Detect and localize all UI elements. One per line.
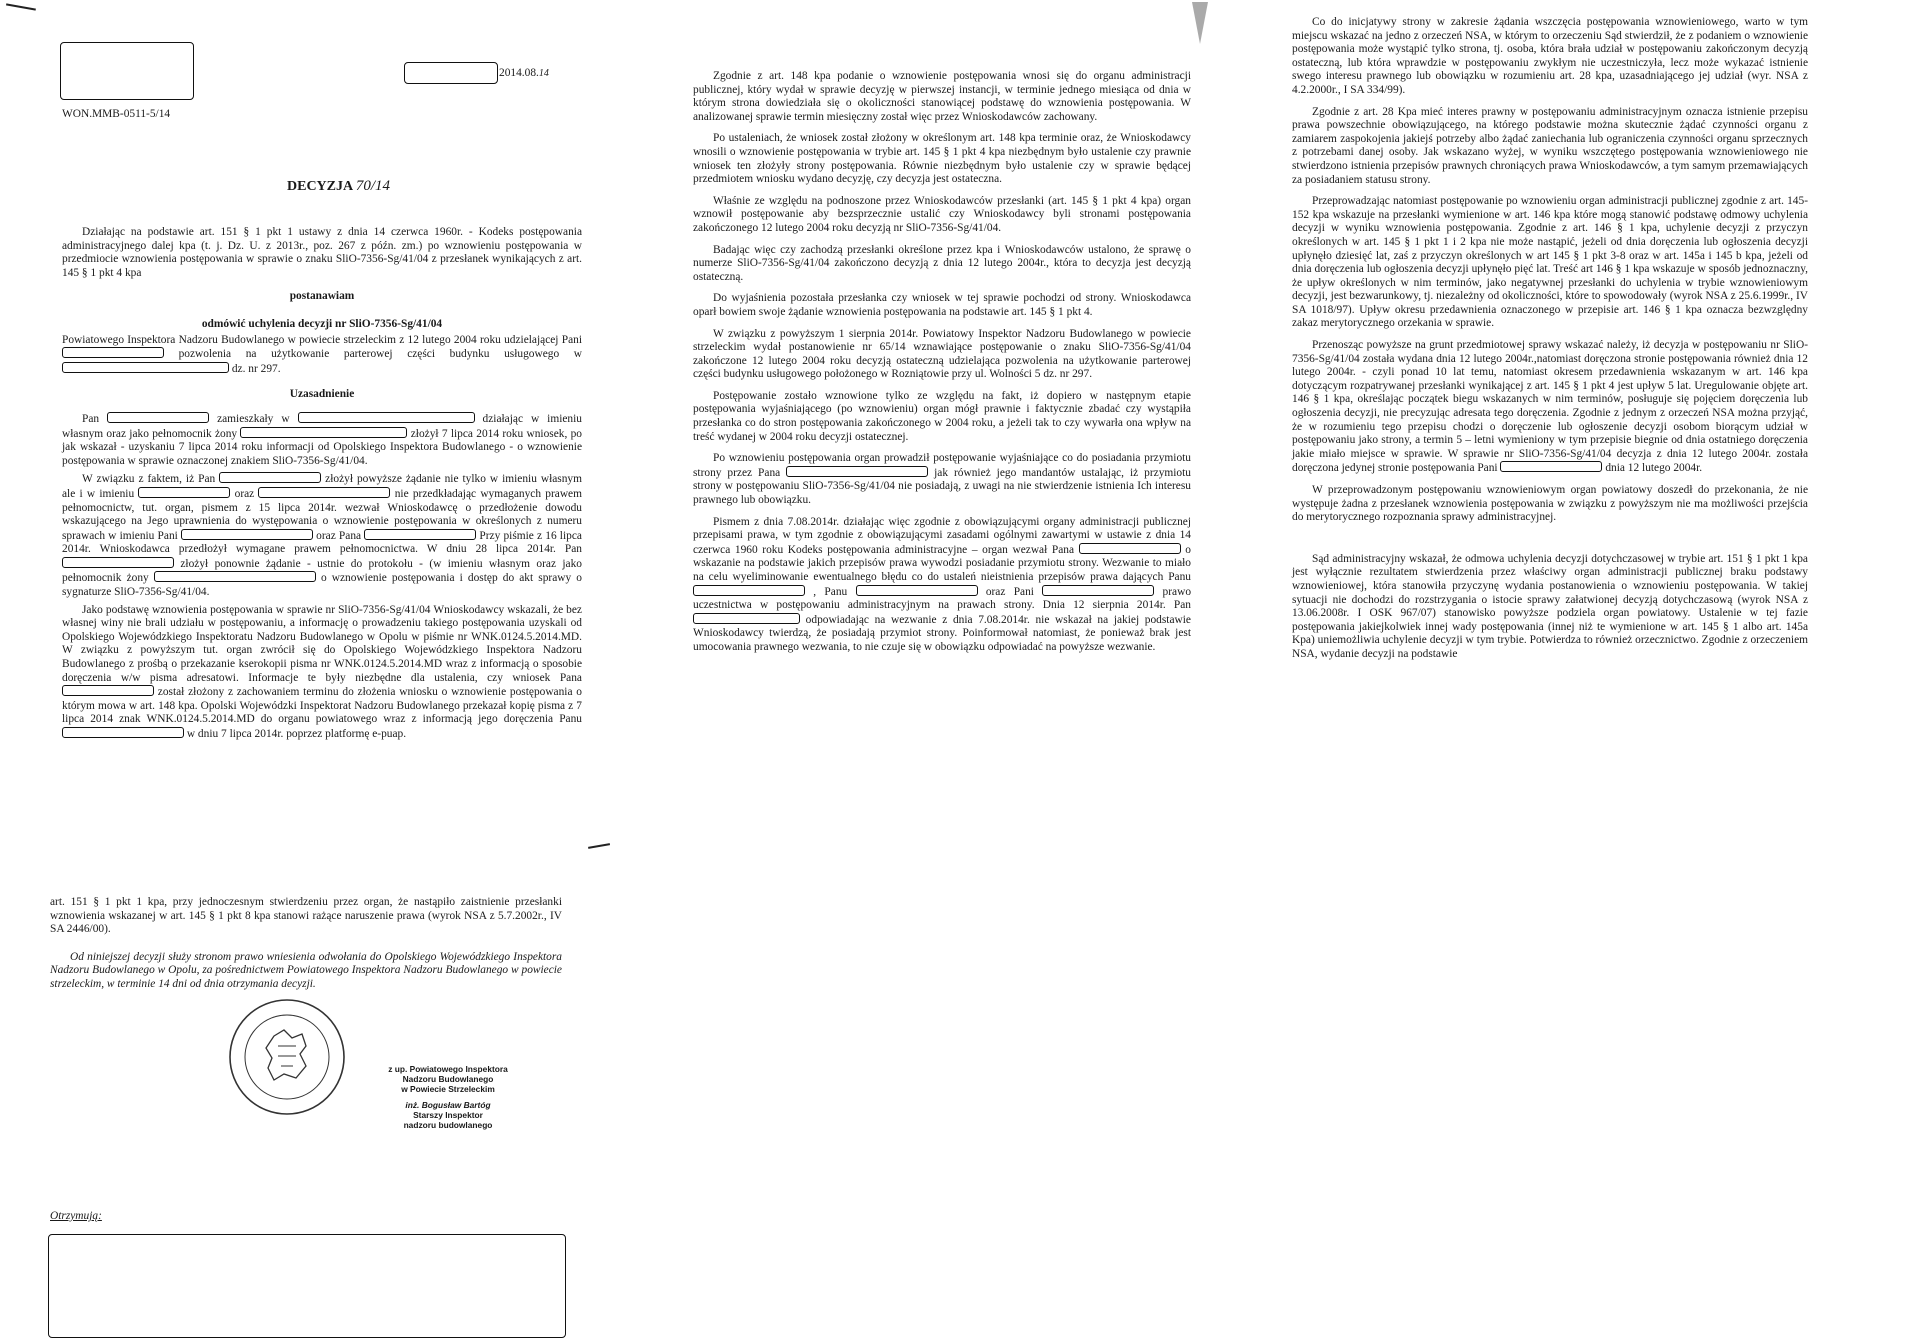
recipients-redacted: [48, 1234, 566, 1338]
name-redacted: [107, 412, 209, 423]
signature-line: z up. Powiatowego Inspektora: [388, 1064, 508, 1074]
official-seal: [226, 996, 348, 1118]
name-redacted: [786, 466, 928, 477]
name-redacted: [364, 529, 476, 540]
middle-paragraph-3: Właśnie ze względu na podnoszone przez Wnioskodawców przesłanki (art. 145 § 1 pkt 4 kpa) organ wznowił postępowanie aby bezsprzecznie ustalić czy Wnioskodawcy byli stronami postępowania zakończonego 12 lutego 2004 roku decyzją nr SliO-7356-Sg/41/04.: [693, 194, 1191, 234]
decision-heading: odmówić uchylenia decyzji nr SliO-7356-Sg/41/04: [201, 317, 443, 330]
name-redacted: [154, 571, 316, 582]
right-column: [1292, 16, 1808, 670]
name-redacted: [240, 427, 407, 438]
name-redacted: [693, 585, 805, 596]
middle-paragraph-9: Pismem z dnia 7.08.2014r. działając więc zgodnie z obowiązującymi organy administracji publicznej przepisami prawa, w tym zgodnie z obowiązującymi zasadami ogólnymi zawartymi w ustawie z dnia 14 czerwca 1960 roku Kodeks postępowania administracyjne – organ wezwał Pana o wskazanie na podstawie jakich przepisów prawa wywodzi posiadanie przymiotu strony. Wezwanie to miało na celu wyeliminowanie ewentualnego błędu co do ustaleń nieistnienia przepisów prawa dających Panu , Panu oraz Pani prawo uczestnictwa w postępowaniu administracyjnym na prawach strony. Dnia 12 sierpnia 2014r. Pan odpowiadając na wezwanie z dnia 7.08.2014r. nie wskazał na jakiej podstawie Wnioskodawcy twierdzą, że posiadają przymiot strony. Poinformował natomiast, że ponieważ brak jest umocowania prawnego wezwania, to nie czuje się w obowiązku odpowiadać na powyższe wezwanie.: [693, 515, 1192, 653]
sender-stamp-redacted: [60, 42, 194, 100]
date-handwritten: 14: [538, 68, 549, 79]
name-redacted: [62, 557, 174, 568]
signature-block: [378, 1064, 518, 1130]
signature-line: Starszy Inspektor: [413, 1110, 483, 1120]
name-redacted: [62, 347, 164, 358]
signature-line: nadzoru budowlanego: [403, 1120, 493, 1130]
middle-paragraph-1: Zgodnie z art. 148 kpa podanie o wznowienie postępowania wnosi się do organu administracji publicznej, który wydał w sprawie decyzję w pierwszej instancji, w terminie jednego miesiąca od dnia w którym strona dowiedziała się o okoliczności stanowiącej podstawę do wznowienia postępowania. W analizowanej sprawie termin miesięczny został więc przez Wnioskodawców zachowany.: [693, 70, 1191, 123]
scan-mark: [588, 843, 610, 848]
name-redacted: [62, 727, 184, 738]
middle-paragraph-8: Po wznowieniu postępowania organ prowadził postępowanie wyjaśniające co do posiadania przymiotu strony przez Pana jak również jego mandantów ustalając, iż przymiotu strony w postępowaniu SliO-7356-Sg/41/04 nie posiadają, z uwagi na nie stwierdzenie istnienia Ich interesu prawnego lub obowiązku.: [693, 452, 1191, 507]
address-redacted: [62, 362, 229, 373]
signature-line: Nadzoru Budowlanego: [402, 1074, 494, 1084]
right-paragraph-1: Co do inicjatywy strony w zakresie żądania wszczęcia postępowania wznowieniowego, warto w tym miejscu wskazać na jedno z orzeczeń NSA, w którym to orzeczeniu Sąd stwierdził, że z podaniem o wznowienie postępowania może wystąpić tylko strona, tj. osoba, która brała udział w postępowaniu zakończonym decyzją ostateczną, lub która wprawdzie w postępowaniu zwykłym nie uczestniczyła, lecz może wykazać istnienie swego interesu prawnego lub obowiązku w rozumieniu art. 28 kpa, uzasadniającego jej udział (wyr. NSA z 4.2.2000r., I SA 334/99).: [1292, 16, 1808, 96]
left-column-top: [62, 226, 582, 750]
justification-paragraph-2: W związku z faktem, iż Pan złożył powyższe żądanie nie tylko w imieniu własnym ale i w imieniu oraz nie przedkładając wymaganych prawem pełnomocnictw, tut. organ, pismem z 15 lipca 2014r. wezwał Wnioskodawcę o przedłożenie dowodu wskazującego na Jego uprawnienia do występowania o wznowienie postępowania w określonych z numeru sprawach w imieniu Pani oraz Pana Przy piśmie z 16 lipca 2014r. Wnioskodawca przedłożył wymagane prawem pełnomocnictwa. W dniu 28 lipca 2014r. Pan złożył ponownie żądanie - ustnie do protokołu - (w imieniu własnym oraz jako pełnomocnik żony o wznowienie postępowania i dostęp do akt sprawy o sygnaturze SliO-7356-Sg/41/04.: [62, 473, 582, 599]
right-paragraph-3: Przeprowadzając natomiast postępowanie po wznowieniu organ administracji publicznej zgodnie z art. 145-152 kpa wskazuje na przesłanki wymienione w art. 146 kpa które mogą stanowić podstawę odmowy uchylenia decyzji w wyniku wznowienia postępowania. Zgodnie z art. 146 § 1 kpa, uchylenie decyzji z przyczyn określonych w art. 145 § 1 pkt 1 i 2 kpa nie może nastąpić, jeżeli od dnia doręczenia lub ogłoszenia decyzji upłynęło dziesięć lat, zaś z przyczyn określonych w art 145 § 1 pkt 3-8 oraz w art. 145a i 145 b kpa, jeżeli od dnia doręczenia lub ogłoszenia decyzji upłynęło pięć lat. Treść art 146 § 1 kpa wskazuje w sposób jednoznaczny, że upływ określonych w nim terminów, jako negatywnej przesłanki do uchylenia w trybie wznowieniowym decyzji, jest bezwarunkowy, tj. niezależny od okoliczności, które to spowodowały (wyrok NSA z 25.6.1999r., IV SA 1018/97). Upływ okresu przedawnienia oznaczonego w przepisie art. 146 § 1 kpa oznacza bezwzględny zakaz merytorycznego orzekania w sprawie.: [1292, 195, 1808, 330]
middle-paragraph-4: Badając więc czy zachodzą przesłanki określone przez kpa i Wnioskodawców ustalono, że sprawę o numerze SliO-7356-Sg/41/04 zakończono decyzją z dnia 12 lutego 2004r., która to decyzja jest decyzją ostateczną.: [693, 243, 1191, 283]
right-paragraph-5: W przeprowadzonym postępowaniu wznowieniowym organ powiatowy doszedł do przekonania, że nie występuje żadna z przesłanek wznowienia postępowania w związku z powyższym nie ma możliwości przejścia do merytorycznego rozpoznania sprawy administracyjnej.: [1292, 484, 1808, 524]
middle-paragraph-7: Postępowanie zostało wznowione tylko ze względu na fakt, iż dopiero w następnym etapie postępowania wyjaśniającego (po wznowieniu) organ mógł prawnie i faktycznie zbadać czy wystąpiła przesłanka co do stron postępowania zakończonego w 2004 roku, a jeżeli tak to czy wywarła ona wpływ na treść wydanej w 2004 roku decyzji ostatecznej.: [693, 389, 1191, 443]
name-redacted: [856, 585, 978, 596]
appeal-instruction: Od niniejszej decyzji służy stronom prawo wniesienia odwołania do Opolskiego Wojewódzkiego Inspektora Nadzoru Budowlanego w Opolu, za pośrednictwem Powiatowego Inspektora Nadzoru Budowlanego w powiecie strzeleckim, w terminie 14 dni od dnia otrzymania decyzji.: [50, 950, 562, 990]
name-redacted: [1079, 543, 1181, 554]
scan-mark: [6, 3, 36, 10]
middle-paragraph-5: Do wyjaśnienia pozostała przesłanka czy wniosek w tej sprawie pochodzi od strony. Wnioskodawca oparł bowiem swoje żądanie wznowienia postępowania na podstawie art. 145 § 1 pkt 4.: [693, 292, 1191, 318]
justification-paragraph-3: Jako podstawę wznowienia postępowania w sprawie nr SliO-7356-Sg/41/04 Wnioskodawcy wskazali, że bez własnej winy nie brali udziału w postępowaniu, a informację o prowadzeniu takiego postępowania uzyskali od Opolskiego Wojewódzkiego Inspektoratu Nadzoru Budowlanego w Opolu w piśmie nr WNK.0124.5.2014.MD. W związku z powyższym tut. organ zwrócił się do Opolskiego Wojewódzkiego Inspektora Nadzoru Budowlanego z prośbą o przekazanie kserokopii pisma nr WNK.0124.5.2014.MD wraz z informacją o sposobie doręczenia w/w pisma adresatowi. Informacje te były niezbędne dla ustalenia, czy wniosek Pana został złożony z zachowaniem terminu do złożenia wniosku o wznowienie postępowania o którym mowa w art. 148 kpa. Opolski Wojewódzki Inspektorat Nadzoru Budowlanego przekazał kopię pisma z 7 lipca 2014 znak WNK.0124.5.2014.MD do organu powiatowego wraz z informacją jego doręczenia Panu w dniu 7 lipca 2014r. poprzez platformę e-puap.: [62, 603, 582, 740]
uzasadnienie-heading: Uzasadnienie: [289, 388, 355, 401]
middle-column: [693, 70, 1191, 663]
header-ref: WON.MMB-0511-5/14: [62, 108, 171, 120]
date-text: 2014.08.: [499, 67, 539, 79]
address-redacted: [298, 412, 475, 423]
signature-line: w Powiecie Strzeleckim: [401, 1084, 495, 1094]
right-paragraph-4: Przenosząc powyższe na grunt przedmiotowej sprawy wskazać należy, iż decyzja w postępowaniu nr SliO-7356-Sg/41/04 została wydana dnia 12 lutego 2004r.,natomiast doręczona stronie postępowania również dnia 12 lutego 2004r. - czyli ponad 10 lat temu, natomiast okresem przedawnienia wskazanym w art. 146 kpa dotyczącym rozpatrywanej przesłanki wynikającej z art. 145 § 1 pkt 4 jest upływ 5 lat. Uregulowanie objęte art. 146 § 1 kpa, określając początek biegu wskazanych w nim terminów, posługuje się pojęciem doręczenia lub ogłoszenia decyzji, nie precyzując adresata tego doręczenia. Zgodnie z jednym z orzeczeń NSA można przyjąć, że w rozumieniu tego przepisu chodzi o doręczenie lub ogłoszenie decyzji osobom biorącym udział w postępowaniu jako strony, a termin 5 – letni wymieniony w tym przepisie biegnie od dnia ostatniego doręczenia jakie miało miejsce w sprawie. W sprawie nr SliO-7356-Sg/41/04 decyzja z dnia 12 lutego 2004r. została doręczona jedynej stronie postępowania Pani dnia 12 lutego 2004r.: [1292, 339, 1808, 475]
name-redacted: [1500, 461, 1602, 472]
name-redacted: [1042, 585, 1154, 596]
decision-paragraph: Powiatowego Inspektora Nadzoru Budowlanego w powiecie strzeleckim z 12 lutego 2004 roku udzielającej Pani pozwolenia na użytkowanie parterowej części budynku usługowego w dz. nr 297.: [62, 333, 582, 375]
middle-paragraph-6: W związku z powyższym 1 sierpnia 2014r. Powiatowy Inspektor Nadzoru Budowlanego w powiecie strzeleckim wydał postanowienie nr 65/14 wznawiające postępowanie o znaku SliO-7356-Sg/41/04 zakończone 12 lutego 2004 roku decyzją ostateczną udzielająca pozwolenia na użytkowanie parterowej części budynku usługowego położonego w Rozniątowie przy ul. Wolności 5 dz. nr 297.: [693, 327, 1191, 381]
right-paragraph-6: Sąd administracyjny wskazał, że odmowa uchylenia decyzji dotychczasowej w trybie art. 151 § 1 pkt 1 kpa jest wyłącznie rezultatem stwierdzenia przez właściwy organ administracji publicznej braku podstawy wznowieniowej, która stanowiła przyczynę wydania postanowienia o wznowieniu postępowania. W takiej sytuacji nie dochodzi do rozstrzygania o istocie sprawy załatwionej decyzją dotychczasową (wyrok NSA z 13.06.2008r. I OSK 967/07) stanowisko powyższe podziela organ powiatowy. Ustalenie w tej fazie postępowania jakiejkolwiek innej wady postępowania (innej niż te wymienione w art. 145 § 1 albo art. 145a Kpa) uniemożliwia uchylenie decyzji w tym trybie. Potwierdza to również orzecznictwo. Zgodnie z orzeczeniem NSA, wydanie decyzji na podstawie: [1292, 552, 1808, 660]
decision-title: DECYZJA 70/14: [287, 178, 391, 194]
decision-number-handwritten: 70/14: [355, 178, 391, 194]
justification-paragraph-1: Pan zamieszkały w działając w imieniu własnym oraz jako pełnomocnik żony złożył 7 lipca 2014 roku wniosek, po jak wskazał - uzyskaniu 7 lipca 2014 roku informacji od Opolskiego Inspektora Budowlanego - o wznowienie postępowania w sprawie oznaczonej znakiem SliO-7356-Sg/41/04.: [62, 412, 582, 467]
name-redacted: [693, 613, 800, 624]
middle-paragraph-2: Po ustaleniach, że wniosek został złożony w określonym art. 148 kpa terminie oraz, że Wnioskodawcy wnosili o wznowienie postępowania w trybie art. 145 § 1 pkt 4 kpa niezbędnym było ustalenie czy prawnie wniosek ten złożyły strony postępowania. Równie niezbędnym było ustalenie czy w sprawie będącej przedmiotem wniosku wydano decyzję, czy decyzja jest ostateczna.: [693, 132, 1191, 186]
recipients-label: Otrzymują:: [50, 1210, 102, 1222]
final-legal-paragraph: art. 151 § 1 pkt 1 kpa, przy jednoczesnym stwierdzeniu przez organ, że nastąpiło zaistnienie przesłanki wznowienia wskazanej w art. 145 § 1 pkt 8 kpa stanowi rażące naruszenie prawa (wyrok NSA z 5.7.2002r., IV SA 2446/00).: [50, 896, 562, 936]
name-redacted: [62, 685, 154, 696]
name-redacted: [219, 472, 321, 483]
name-redacted: [258, 487, 390, 498]
left-column-bottom: [50, 896, 562, 1000]
scan-shadow: [1192, 2, 1208, 44]
right-paragraph-2: Zgodnie z art. 28 Kpa mieć interes prawny w postępowaniu administracyjnym oznacza istnienie przepisu prawa powszechnie obowiązującego, na którego podstawie można skutecznie żądać czynności organu z zamiarem zaspokojenia jakiejś potrzeby albo żądać zaniechania lub ograniczenia czynności organu sprzecznych z potrzebami danej osoby. Jak wskazano wyżej, w wyniku wszczętego postępowania wznowieniowego nie stwierdzono istnienia przepisów prawnych chroniących prawa Wnioskodawców, a tym samym przemawiających za posiadaniem statusu strony.: [1292, 105, 1808, 186]
document-date: [499, 67, 549, 79]
name-redacted: [138, 487, 230, 498]
postanawiam-heading: postanawiam: [289, 290, 355, 303]
signature-line: inż. Bogusław Bartóg: [405, 1100, 491, 1110]
intro-paragraph: Działając na podstawie art. 151 § 1 pkt 1 ustawy z dnia 14 czerwca 1960r. - Kodeks postępowania administracyjnego dalej kpa (t. j. Dz. U. z 2013r., poz. 267 z późn. zm.) po wznowieniu postępowania w przedmiocie wznowienia postępowania w sprawie o znaku SliO-7356-Sg/41/04 z przesłanek wynikających z art. 145 § 1 pkt 4 kpa: [62, 226, 582, 279]
place-redacted: [404, 62, 498, 84]
name-redacted: [181, 529, 313, 540]
